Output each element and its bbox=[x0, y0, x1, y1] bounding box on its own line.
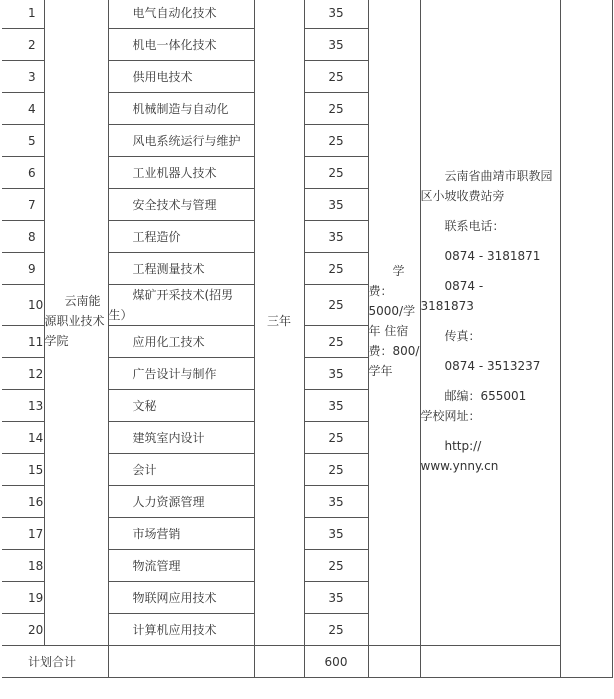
fee-line: 年 住宿 bbox=[368, 324, 409, 338]
website-label: 学校网址： bbox=[420, 409, 481, 423]
major-name: 物联网应用技术 bbox=[108, 582, 254, 614]
website-url: http:// bbox=[444, 439, 482, 453]
major-name: 工业机器人技术 bbox=[108, 157, 254, 189]
major-name: 人力资源管理 bbox=[108, 486, 254, 518]
enrollment-plan-table bbox=[2, 0, 613, 678]
plan-count: 35 bbox=[304, 189, 368, 221]
fee-line: 费： bbox=[368, 284, 393, 298]
plan-count: 35 bbox=[304, 582, 368, 614]
major-name: 安全技术与管理 bbox=[108, 189, 254, 221]
address-line: 区小坡收费站旁 bbox=[420, 189, 505, 203]
row-number: 12 bbox=[2, 358, 44, 390]
major-name: 市场营销 bbox=[108, 518, 254, 550]
plan-count: 25 bbox=[304, 157, 368, 189]
major-name bbox=[108, 285, 254, 326]
major-name-line: 生） bbox=[108, 308, 133, 322]
major-name: 计算机应用技术 bbox=[108, 614, 254, 646]
major-name: 广告设计与制作 bbox=[108, 358, 254, 390]
major-name: 机电一体化技术 bbox=[108, 29, 254, 61]
fee-line: 学年 bbox=[368, 364, 393, 378]
address-line: 云南省曲靖市职教园 bbox=[444, 169, 553, 183]
row-number: 11 bbox=[2, 326, 44, 358]
major-name: 供用电技术 bbox=[108, 61, 254, 93]
school-name-line: 源职业技术 bbox=[44, 314, 105, 328]
school-name-line: 学院 bbox=[44, 334, 69, 348]
major-name: 工程造价 bbox=[108, 221, 254, 253]
phone-number: 0874 - bbox=[444, 279, 484, 293]
plan-count: 25 bbox=[304, 93, 368, 125]
plan-count: 35 bbox=[304, 486, 368, 518]
plan-count: 25 bbox=[304, 614, 368, 646]
phone-number: 3181873 bbox=[420, 299, 474, 313]
major-name: 工程测量技术 bbox=[108, 253, 254, 285]
row-number: 13 bbox=[2, 390, 44, 422]
plan-count: 35 bbox=[304, 390, 368, 422]
major-name: 建筑室内设计 bbox=[108, 422, 254, 454]
major-name: 应用化工技术 bbox=[108, 326, 254, 358]
row-number: 16 bbox=[2, 486, 44, 518]
fax-number: 0874 - 3513237 bbox=[444, 359, 541, 373]
plan-count: 25 bbox=[304, 550, 368, 582]
plan-count: 25 bbox=[304, 422, 368, 454]
row-number: 10 bbox=[2, 285, 44, 326]
empty-cell bbox=[368, 646, 420, 678]
row-number: 6 bbox=[2, 157, 44, 189]
plan-count: 35 bbox=[304, 29, 368, 61]
website-url: www.ynny.cn bbox=[420, 459, 499, 473]
empty-cell bbox=[254, 646, 304, 678]
fee-cell bbox=[368, 0, 420, 646]
row-number: 15 bbox=[2, 454, 44, 486]
plan-count: 35 bbox=[304, 221, 368, 253]
plan-count: 25 bbox=[304, 454, 368, 486]
major-name: 风电系统运行与维护 bbox=[108, 125, 254, 157]
plan-count: 25 bbox=[304, 326, 368, 358]
plan-count: 25 bbox=[304, 253, 368, 285]
major-name-line: 煤矿开采技术(招男 bbox=[132, 288, 234, 302]
row-number: 17 bbox=[2, 518, 44, 550]
school-name-cell bbox=[44, 0, 108, 646]
plan-count: 25 bbox=[304, 61, 368, 93]
row-number: 9 bbox=[2, 253, 44, 285]
phone-label: 联系电话： bbox=[444, 219, 505, 233]
row-number: 2 bbox=[2, 29, 44, 61]
table-row bbox=[2, 0, 612, 29]
school-name-line: 云南能 bbox=[64, 294, 101, 308]
plan-count: 35 bbox=[304, 0, 368, 29]
row-number: 3 bbox=[2, 61, 44, 93]
row-number: 20 bbox=[2, 614, 44, 646]
plan-count: 25 bbox=[304, 285, 368, 326]
row-number: 8 bbox=[2, 221, 44, 253]
total-row bbox=[2, 646, 612, 678]
major-name: 文秘 bbox=[108, 390, 254, 422]
fee-line: 学 bbox=[392, 264, 405, 278]
postcode: 邮编：655001 bbox=[444, 389, 527, 403]
row-number: 1 bbox=[2, 0, 44, 29]
major-name: 机械制造与自动化 bbox=[108, 93, 254, 125]
remarks-cell bbox=[560, 0, 612, 678]
plan-count: 35 bbox=[304, 518, 368, 550]
fee-line: 5000/学 bbox=[368, 304, 416, 318]
row-number: 4 bbox=[2, 93, 44, 125]
major-name: 物流管理 bbox=[108, 550, 254, 582]
contact-cell bbox=[420, 0, 560, 646]
major-name: 电气自动化技术 bbox=[108, 0, 254, 29]
phone-number: 0874 - 3181871 bbox=[444, 249, 541, 263]
fax-label: 传真： bbox=[444, 329, 481, 343]
fee-line: 费：800/ bbox=[368, 344, 420, 358]
total-label: 计划合计 bbox=[2, 646, 108, 678]
plan-count: 25 bbox=[304, 125, 368, 157]
plan-count: 35 bbox=[304, 358, 368, 390]
empty-cell bbox=[420, 646, 560, 678]
total-value: 600 bbox=[304, 646, 368, 678]
row-number: 7 bbox=[2, 189, 44, 221]
row-number: 14 bbox=[2, 422, 44, 454]
duration-cell: 三年 bbox=[254, 0, 304, 646]
row-number: 18 bbox=[2, 550, 44, 582]
row-number: 19 bbox=[2, 582, 44, 614]
row-number: 5 bbox=[2, 125, 44, 157]
empty-cell bbox=[108, 646, 254, 678]
major-name: 会计 bbox=[108, 454, 254, 486]
